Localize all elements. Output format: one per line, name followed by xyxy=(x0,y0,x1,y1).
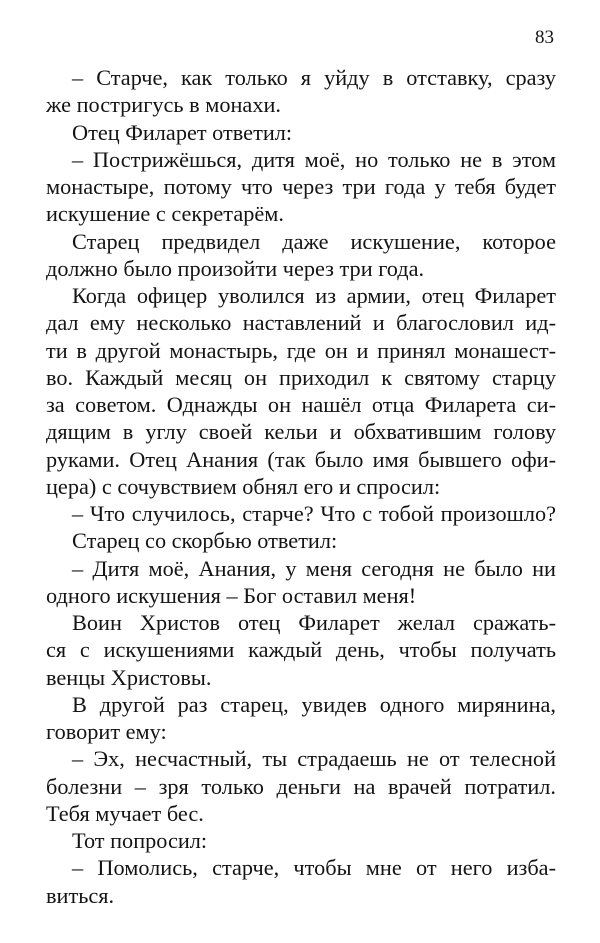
paragraph xyxy=(46,827,556,854)
paragraph xyxy=(46,609,556,691)
text-line: венцы Христовы. xyxy=(46,664,212,690)
text-line: Отец Филарет ответил: xyxy=(72,119,293,145)
text-line: должно было произойти через три года. xyxy=(46,255,425,281)
page-body-text xyxy=(46,64,556,909)
paragraph xyxy=(46,228,556,283)
text-line: монастыре, потому что через три года у тебя будет xyxy=(46,174,556,199)
paragraph xyxy=(46,282,556,500)
paragraph xyxy=(46,527,556,554)
text-line: ся с искушениями каждый день, чтобы получать xyxy=(46,637,556,663)
text-line: Когда офицер уволился из армии, отец Филарет xyxy=(72,283,556,308)
text-line: – Дитя моё, Анания, у меня сегодня не было ни xyxy=(72,555,556,581)
text-line: дящим в углу своей кельи и обхватившим голову xyxy=(46,419,556,445)
text-line: Старец предвидел даже искушение, которое xyxy=(72,228,556,254)
paragraph xyxy=(46,500,556,527)
text-line: искушение с секретарём. xyxy=(46,201,284,227)
page-number: 83 xyxy=(535,27,554,48)
paragraph xyxy=(46,854,556,909)
text-line: – Эх, несчастный, ты страдаешь не от телесной xyxy=(72,746,556,772)
text-line: Воин Христов отец Филарет желал сражать- xyxy=(72,610,556,635)
text-line: Тебя мучает бес. xyxy=(46,800,204,826)
text-line: – Пострижёшься, дитя моё, но только не в этом xyxy=(72,146,556,172)
text-line: ти в другой монастырь, где он и принял монашест- xyxy=(46,337,556,363)
paragraph xyxy=(46,146,556,228)
paragraph xyxy=(46,64,556,119)
text-line: руками. Отец Анания (так было имя бывшего офи- xyxy=(46,446,556,472)
paragraph xyxy=(46,555,556,610)
text-line: во. Каждый месяц он приходил к святому старцу xyxy=(46,364,556,390)
text-line: Тот попросил: xyxy=(72,828,208,853)
paragraph xyxy=(46,119,556,146)
text-line: же постригусь в монахи. xyxy=(46,92,281,118)
text-line: дал ему несколько наставлений и благословил ид- xyxy=(46,310,556,336)
text-line: – Помолись, старче, чтобы мне от него изба- xyxy=(72,855,556,881)
text-line: одного искушения – Бог оставил меня! xyxy=(46,582,417,608)
text-line: за советом. Однажды он нашёл отца Филарета си- xyxy=(46,392,556,417)
text-line: – Что случилось, старче? Что с тобой произошло? xyxy=(72,501,556,526)
text-line: – Старче, как только я уйду в отставку, сразу xyxy=(72,65,556,90)
paragraph xyxy=(46,745,556,827)
text-line: Старец со скорбью ответил: xyxy=(72,528,338,554)
text-line: болезни – зря только деньги на врачей потратил. xyxy=(46,773,556,799)
text-line: виться. xyxy=(46,882,115,908)
text-line: цера) с сочувствием обнял его и спросил: xyxy=(46,473,441,499)
text-line: В другой раз старец, увидев одного мирянина, xyxy=(72,691,556,717)
text-line: говорит ему: xyxy=(46,719,167,744)
paragraph xyxy=(46,691,556,746)
